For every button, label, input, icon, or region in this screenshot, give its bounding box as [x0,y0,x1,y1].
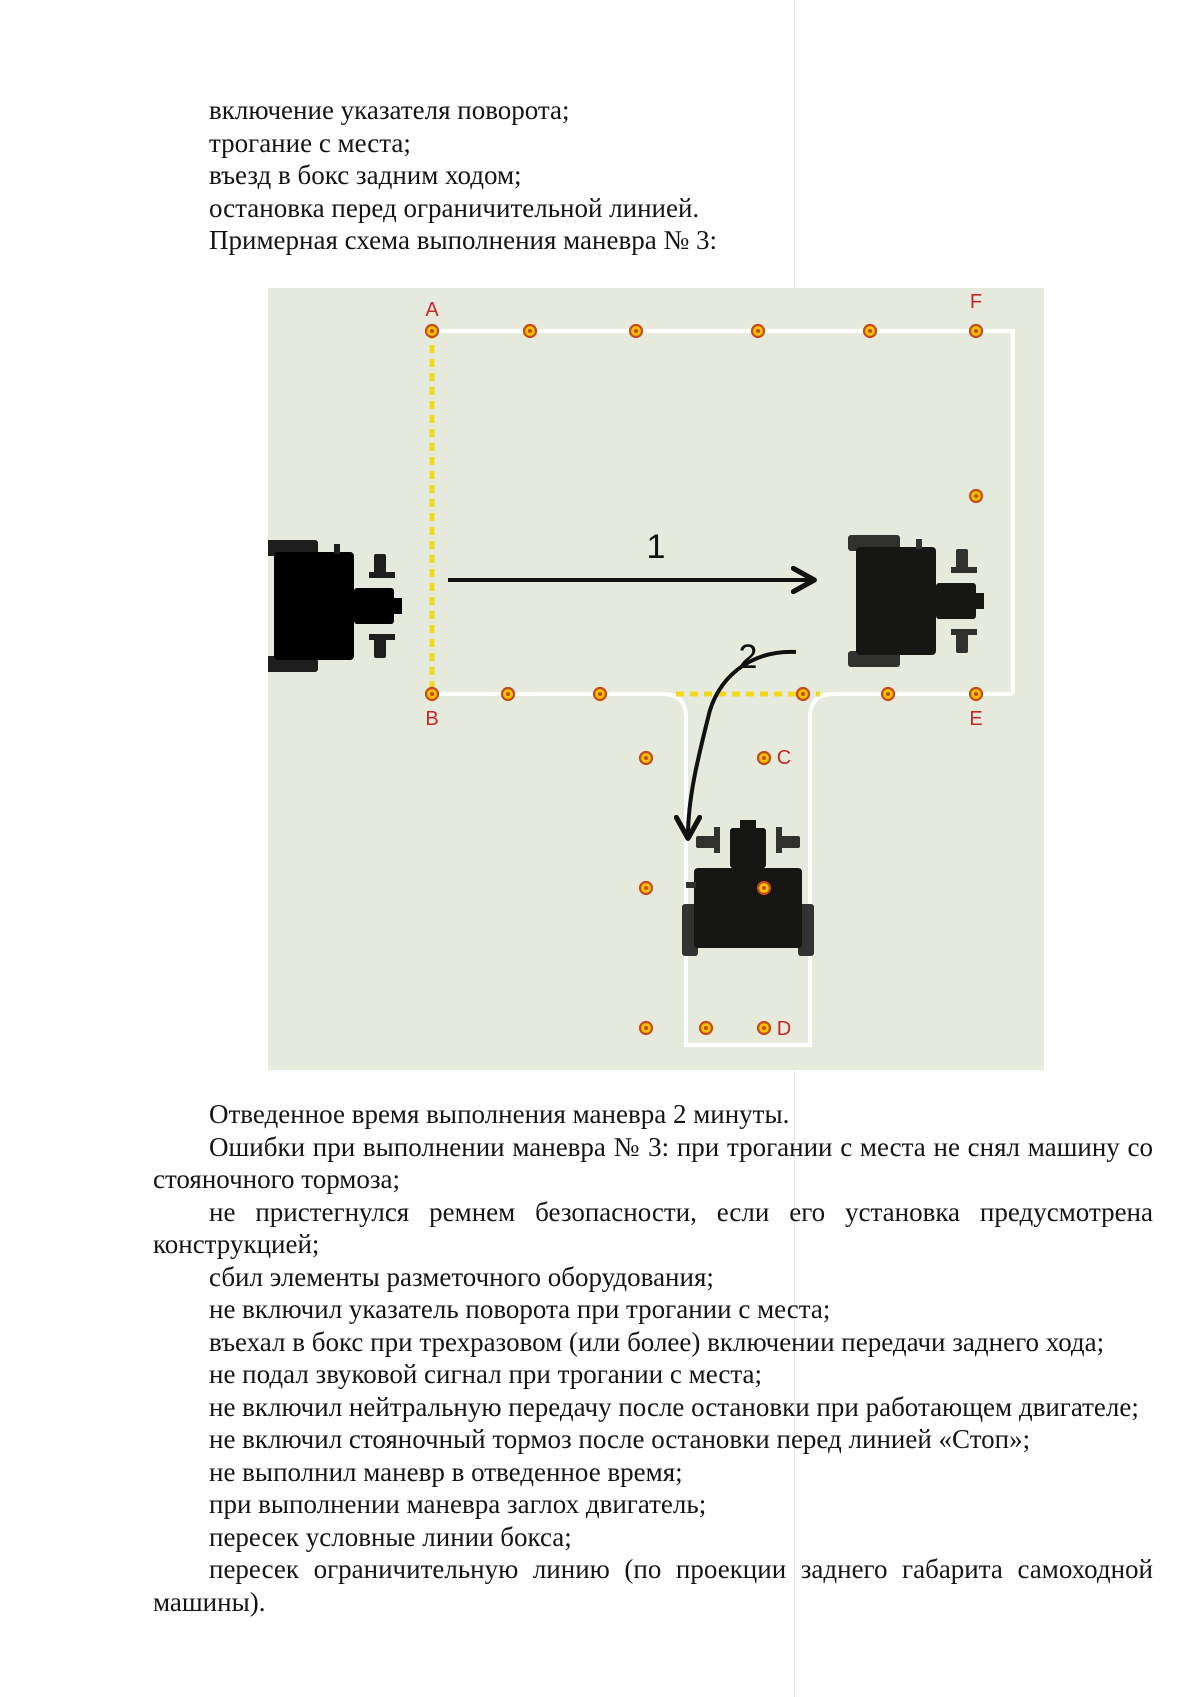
point-label-d: D [776,1018,792,1040]
point-label-f: F [969,291,983,313]
tractor-icon [682,820,814,956]
step-item: трогание с места; [209,127,411,158]
cone-marker-icon [758,752,770,764]
cone-marker-icon [882,688,894,700]
paragraph: пересек ограничительную линию (по проекции заднего габарита самоходной машины). [153,1554,1153,1617]
cone-marker-icon [630,325,642,337]
errors-section [153,1098,1153,1618]
cone-marker-icon [970,688,982,700]
paragraph: въехал в бокс при трехразовом (или более) включении передачи заднего хода; [209,1326,1105,1357]
cone-marker-icon [758,1022,770,1034]
cone-marker-icon [502,688,514,700]
maneuver-steps-list [209,94,717,257]
cone-marker-icon [640,882,652,894]
cone-marker-icon [970,490,982,502]
cone-marker-icon [758,882,770,894]
cone-marker-icon [797,688,809,700]
paragraph: не включил стояночный тормоз после остановки перед линией «Стоп»; [209,1424,1031,1454]
path-label-2: 2 [738,638,758,676]
tractor-icon [268,540,402,672]
cone-marker-icon [864,325,876,337]
maneuver-scheme-diagram [268,288,1044,1070]
tractor-icon [848,535,984,667]
paragraph: Отведенное время выполнения маневра 2 минуты. [209,1099,790,1129]
paragraph: не включил нейтральную передачу после остановки при работающем двигателе; [209,1391,1139,1422]
point-label-b: B [425,708,439,730]
paragraph: Ошибки при выполнении маневра № 3: при трогании с места не снял машину со стояночного тормоза; [153,1131,1153,1194]
point-label-c: C [776,747,792,769]
cone-marker-icon [752,325,764,337]
scheme-caption: Примерная схема выполнения маневра № 3: [209,225,717,255]
cone-marker-icon [640,1022,652,1034]
point-label-a: A [425,299,439,321]
point-label-e: E [969,708,983,730]
maneuver-scheme [268,288,1044,1070]
path-label-1: 1 [646,528,666,566]
step-item: включение указателя поворота; [209,95,570,125]
paragraph: не пристегнулся ремнем безопасности, если его установка предусмотрена конструкцией; [153,1196,1153,1259]
ground [268,288,1044,1070]
cone-marker-icon [594,688,606,700]
cone-marker-icon [426,688,438,700]
step-item: въезд в бокс задним ходом; [209,160,522,190]
cone-marker-icon [700,1022,712,1034]
cone-marker-icon [426,325,438,337]
paragraph: не выполнил маневр в отведенное время; [209,1456,683,1487]
paragraph: не включил указатель поворота при трогании с места; [209,1294,831,1324]
cone-marker-icon [640,752,652,764]
paragraph: не подал звуковой сигнал при трогании с места; [209,1359,762,1389]
cone-marker-icon [970,325,982,337]
paragraph: пересек условные линии бокса; [209,1521,572,1552]
step-item: остановка перед ограничительной линией. [209,192,700,223]
cone-marker-icon [524,325,536,337]
paragraph: сбил элементы разметочного оборудования; [209,1261,714,1292]
paragraph: при выполнении маневра заглох двигатель; [209,1489,707,1519]
